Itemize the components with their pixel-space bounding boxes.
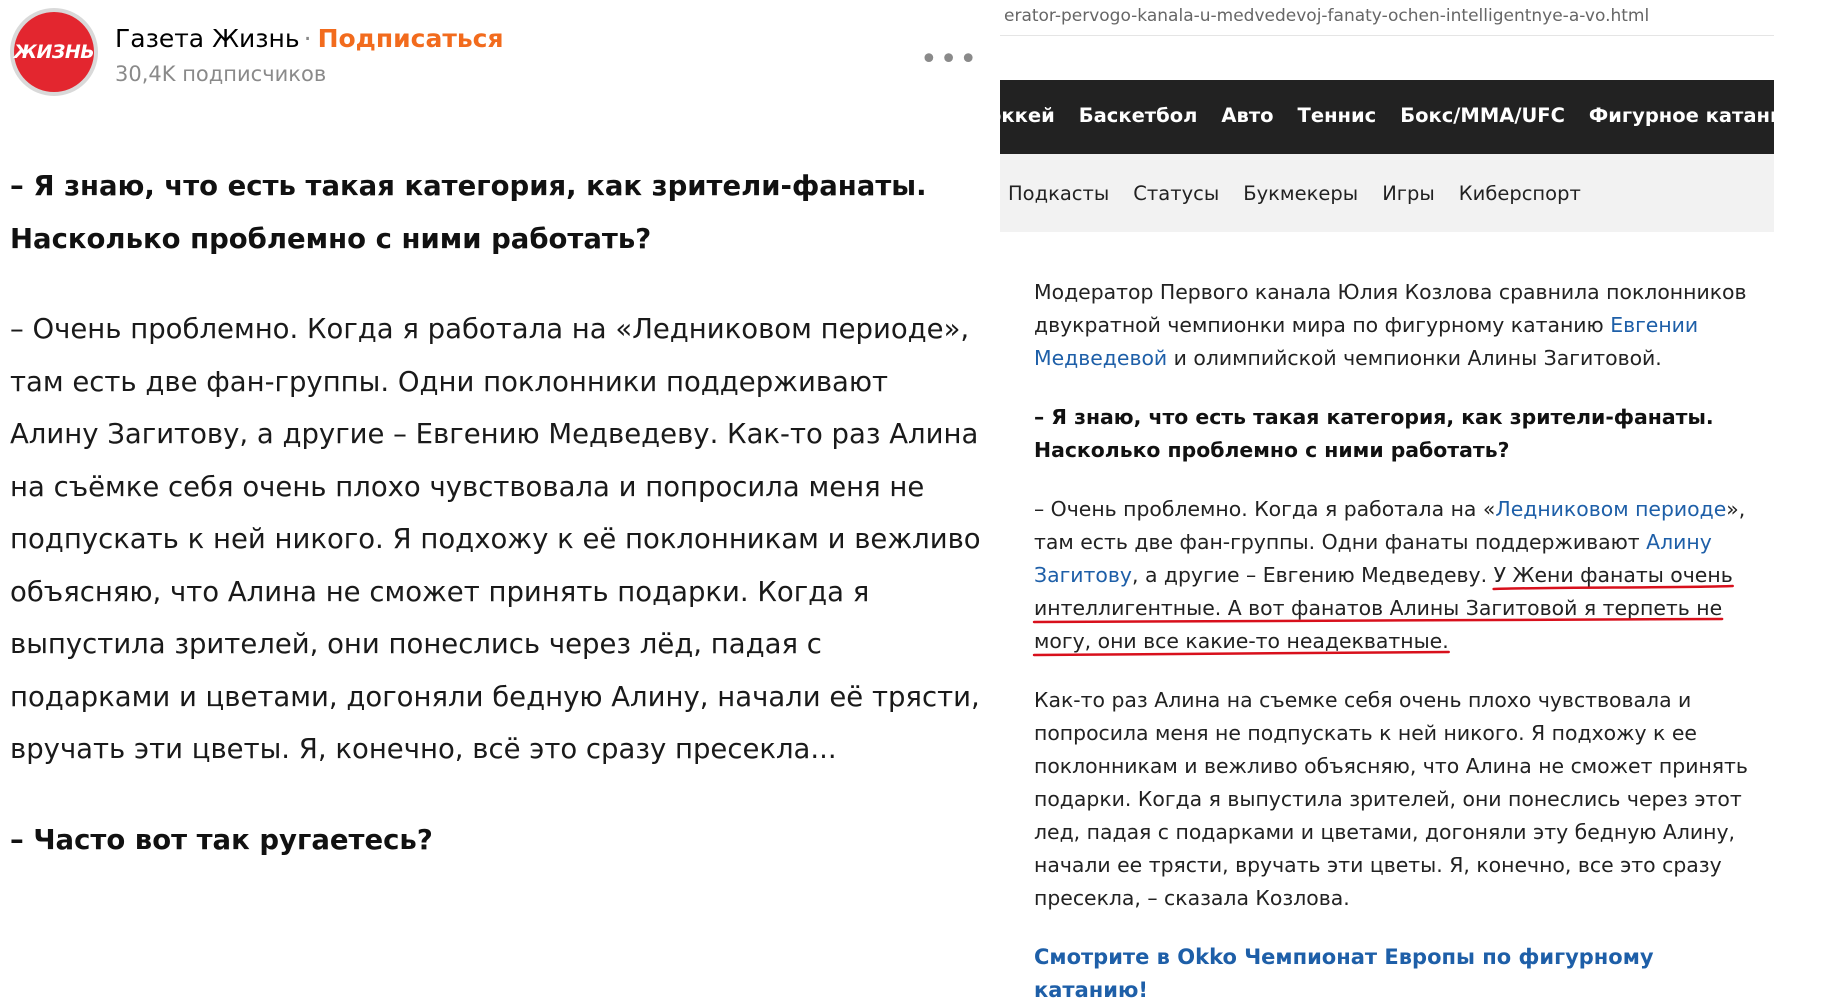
article-question-1: – Я знаю, что есть такая категория, как зрители-фанаты. Насколько проблемно с ними работать? xyxy=(1034,405,1714,462)
article-answer-1 xyxy=(1034,493,1769,658)
primary-nav-list xyxy=(988,104,1821,127)
secondary-nav-item[interactable]: Игры xyxy=(1382,182,1435,205)
channel-logo-badge xyxy=(14,12,94,92)
answer-text-b: », там есть две фан-группы. Одни фанаты поддерживают xyxy=(1034,497,1746,554)
link-medvedeva[interactable]: Евгении Медведевой xyxy=(1034,313,1699,370)
channel-logo[interactable] xyxy=(10,8,98,96)
browser-panel xyxy=(988,0,1797,1002)
channel-header xyxy=(10,8,980,98)
subscribe-button[interactable]: Подписаться xyxy=(317,24,504,53)
channel-logo-text: ЖИЗНЬ xyxy=(13,41,95,63)
post-body xyxy=(10,160,985,866)
primary-nav xyxy=(988,80,1797,154)
article-intro xyxy=(1034,276,1769,375)
secondary-nav xyxy=(1000,154,1774,232)
secondary-nav-item[interactable]: Букмекеры xyxy=(1243,182,1359,205)
post-question-2: – Часто вот так ругаетесь? xyxy=(10,823,433,856)
answer-text-a: – Очень проблемно. Когда я работала на « xyxy=(1034,497,1496,521)
address-bar-url[interactable]: erator-pervogo-kanala-u-medvedevoj-fanaty-ochen-intelligentnye-a-vo.html xyxy=(1004,6,1650,26)
primary-nav-item[interactable]: Баскетбол xyxy=(1078,104,1198,127)
secondary-nav-item[interactable]: Киберспорт xyxy=(1458,182,1581,205)
primary-nav-item[interactable]: оккей xyxy=(988,104,1055,127)
article-intro-text: Модератор Первого канала Юлия Козлова сравнила поклонников двукратной чемпионки мира по фигурному катанию xyxy=(1034,280,1747,337)
post-answer-1: – Очень проблемно. Когда я работала на «Ледниковом периоде», там есть две фан-группы. Одни поклонники поддерживают Алину Загитову, а другие – Евгению Медведеву. Как-то раз Алина на съёмке себя очень плохо чувствовала и попросила меня не подпускать к ней никого. Я подхожу к её поклонникам и вежливо объясняю, что Алина не сможет принять подарки. Когда я выпустила зрителей, они понеслись через лёд, падая с подарками и цветами, догоняли бедную Алину, начали её трясти, вручать эти цветы. Я, конечно, всё это сразу пресекла... xyxy=(10,313,981,765)
primary-nav-item[interactable]: Теннис xyxy=(1297,104,1377,127)
article-paragraph-2: Как-то раз Алина на съемке себя очень плохо чувствовала и попросила меня не подпускать к ней никого. Я подхожу к ее поклонникам и вежливо объясняю, что Алина не сможет принять подарки. Когда я выпустила зрителей, они понеслись через этот лед, падая с подарками и цветами, догоняли эту бедную Алину, начали ее трясти, вручать эти цветы. Я, конечно, все это сразу пресекла, – сказала Козлова. xyxy=(1034,688,1748,910)
subscriber-count: 30,4K подписчиков xyxy=(115,62,327,86)
channel-separator: · xyxy=(303,24,312,53)
address-bar[interactable] xyxy=(1000,0,1774,36)
underlined-quote: У Жени фанаты очень интеллигентные. А вот фанатов Алины Загитовой я терпеть не могу, они все какие-то неадекватные. xyxy=(1034,563,1733,653)
primary-nav-item[interactable]: Авто xyxy=(1221,104,1274,127)
primary-nav-item[interactable]: Бокс/ММА/UFC xyxy=(1400,104,1565,127)
link-zagitova[interactable]: Алину Загитову xyxy=(1034,530,1712,587)
primary-nav-item[interactable]: Фигурное катание xyxy=(1588,104,1797,127)
article-intro-tail: и олимпийской чемпионки Алины Загитовой. xyxy=(1167,346,1662,370)
secondary-nav-item[interactable]: Подкасты xyxy=(1008,182,1110,205)
secondary-nav-list xyxy=(1008,182,1605,205)
post-question-1: – Я знаю, что есть такая категория, как зрители-фанаты. Насколько проблемно с ними работать? xyxy=(10,170,927,255)
channel-name[interactable]: Газета Жизнь xyxy=(115,24,300,53)
answer-text-c: , а другие – Евгению Медведеву. xyxy=(1131,563,1494,587)
link-ice-age[interactable]: Ледниковом периоде xyxy=(1495,497,1727,521)
secondary-nav-item[interactable]: Статусы xyxy=(1133,182,1220,205)
more-icon[interactable]: ••• xyxy=(920,42,980,77)
article-body xyxy=(1034,276,1769,1007)
okko-cta-link[interactable]: Смотрите в Okko Чемпионат Европы по фигурному катанию! xyxy=(1034,945,1654,1002)
channel-title-row xyxy=(115,24,504,53)
